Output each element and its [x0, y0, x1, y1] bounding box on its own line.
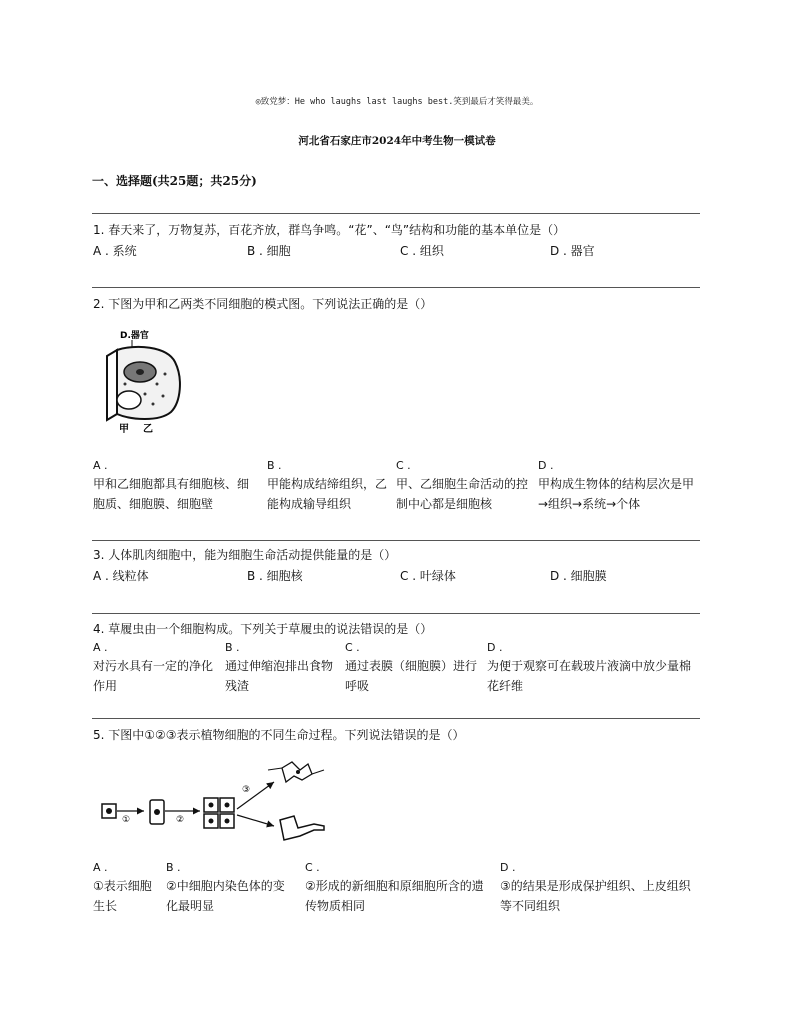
option-label: D .	[500, 861, 516, 874]
option-label: C .	[396, 459, 411, 472]
question-2-option-b[interactable]	[267, 458, 387, 514]
question-1-option-d[interactable]: D . 器官	[550, 244, 595, 258]
question-4-option-c[interactable]	[345, 640, 485, 696]
option-text: 对污水具有一定的净化作用	[93, 659, 214, 693]
option-text: 通过伸缩泡排出食物残渣	[225, 659, 334, 693]
option-text: ①表示细胞生长	[93, 879, 152, 913]
option-text: ③的结果是形成保护组织、上皮组织等不同组织	[500, 879, 691, 913]
option-text: 为便于观察可在载玻片液滴中放少量棉花纤维	[487, 659, 692, 693]
option-label: C .	[305, 861, 320, 874]
question-3-option-d[interactable]: D . 细胞膜	[550, 569, 607, 583]
step-3-label: ③	[242, 785, 251, 795]
question-3-option-b[interactable]: B . 细胞核	[247, 569, 303, 583]
option-text: 甲构成生物体的结构层次是甲→组织→系统→个体	[538, 477, 695, 511]
step-1-label: ①	[122, 815, 131, 825]
figure-label-top: D.器官	[120, 331, 149, 341]
option-text: ②形成的新细胞和原细胞所含的遗传物质相同	[305, 879, 484, 913]
figure-label-right: 乙	[143, 424, 153, 435]
divider	[92, 613, 700, 614]
question-3-stem: 3. 人体肌肉细胞中，能为细胞生命活动提供能量的是（）	[93, 548, 397, 562]
question-4-option-a[interactable]	[93, 640, 221, 696]
divider	[92, 287, 700, 288]
divider	[92, 540, 700, 541]
question-2-option-c[interactable]	[396, 458, 536, 514]
question-1-option-b[interactable]: B . 细胞	[247, 244, 291, 258]
question-4-option-b[interactable]	[225, 640, 340, 696]
question-5-option-d[interactable]	[500, 860, 700, 916]
cell-diagram	[95, 326, 195, 438]
option-label: C .	[345, 641, 360, 654]
question-3-option-a[interactable]: A . 线粒体	[93, 569, 149, 583]
option-text: 通过表膜（细胞膜）进行呼吸	[345, 659, 478, 693]
question-4-stem: 4. 草履虫由一个细胞构成。下列关于草履虫的说法错误的是（）	[93, 622, 433, 636]
cell-process-diagram	[98, 760, 338, 850]
option-label: A .	[93, 861, 108, 874]
section-title: 一、选择题(共25题；共25分)	[92, 174, 257, 188]
question-4-option-d[interactable]	[487, 640, 697, 696]
option-label: A .	[93, 641, 108, 654]
option-label: D .	[487, 641, 503, 654]
option-label: B .	[225, 641, 240, 654]
question-1-stem: 1. 春天来了，万物复苏，百花齐放，群鸟争鸣。“花”、“鸟”结构和功能的基本单位是（）	[93, 223, 566, 237]
question-5-option-c[interactable]	[305, 860, 493, 916]
option-text: 甲能构成结缔组织，乙能构成输导组织	[267, 477, 388, 511]
question-2-stem: 2. 下图为甲和乙两类不同细胞的模式图。下列说法正确的是（）	[93, 297, 433, 311]
option-label: B .	[267, 459, 282, 472]
question-1-option-c[interactable]: C . 组织	[400, 244, 444, 258]
option-text: ②中细胞内染色体的变化最明显	[166, 879, 285, 913]
divider	[92, 213, 700, 214]
question-3-option-c[interactable]: C . 叶绿体	[400, 569, 456, 583]
option-label: A .	[93, 459, 108, 472]
question-5-option-b[interactable]	[166, 860, 294, 916]
question-2-option-d[interactable]	[538, 458, 698, 514]
step-2-label: ②	[176, 815, 185, 825]
divider	[92, 718, 700, 719]
question-5-option-a[interactable]	[93, 860, 157, 916]
page-title: 河北省石家庄市2024年中考生物一模试卷	[298, 135, 496, 147]
question-2-option-a[interactable]	[93, 458, 251, 514]
option-text: 甲、乙细胞生命活动的控制中心都是细胞核	[396, 477, 529, 511]
question-1-option-a[interactable]: A . 系统	[93, 244, 137, 258]
option-label: B .	[166, 861, 181, 874]
question-5-stem: 5. 下图中①②③表示植物细胞的不同生命过程。下列说法错误的是（）	[93, 728, 465, 742]
motto: ◎致党梦：He who laughs last laughs best.笑到最后才笑得最美。	[255, 97, 539, 107]
option-label: D .	[538, 459, 554, 472]
option-text: 甲和乙细胞都具有细胞核、细胞质、细胞膜、细胞壁	[93, 477, 250, 511]
figure-label-left: 甲	[119, 424, 129, 435]
